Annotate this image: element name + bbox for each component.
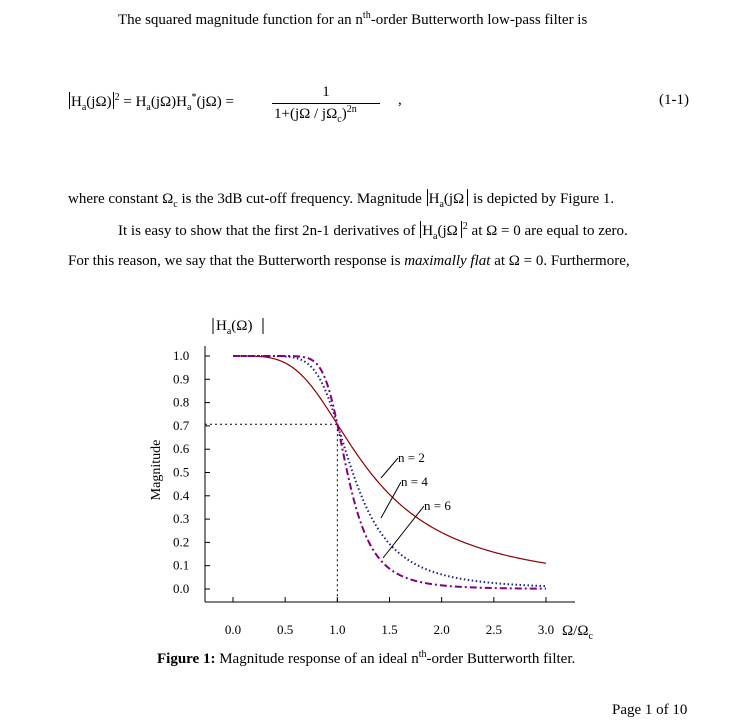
paragraph-1: where constant $\Omega_c$ is the 3dB cut-off frequency. Magnitude $H_a(j\Omega$ is depicted by Figure 1.: [68, 191, 615, 210]
series-n2: [233, 356, 546, 563]
x-tick-label-1.0: 1.0: [329, 622, 346, 637]
equation-numerator: 1: [322, 84, 330, 100]
x-axis-label: $\Omega/\Omega_c$: [562, 623, 593, 642]
y-tick-label-0.7: 0.7: [173, 417, 190, 433]
x-tick-label-1.5: 1.5: [381, 622, 398, 637]
y-tick-label-0.4: 0.4: [173, 487, 190, 503]
series-n4: [233, 356, 546, 586]
equation-number: (1-1): [659, 92, 689, 108]
annotation-leader-3: [383, 506, 424, 558]
y-axis-label: Magnitude: [149, 439, 164, 501]
x-tick-label-0.5: 0.5: [277, 622, 294, 637]
annotation-label-2: n = 4: [401, 474, 428, 489]
figure-caption-label: Figure 1:: [157, 651, 216, 667]
equation-lhs: $H_a(j\Omega) ^2 = H_a(j\Omega)H_a^*(j\Omega)$ =: [71, 92, 234, 113]
y-tick-label-0.2: 0.2: [173, 534, 190, 550]
y-tick-label-0.3: 0.3: [173, 511, 190, 527]
annotation-leader-1: [381, 458, 398, 478]
paragraph-2: It is easy to show that the first 2n-1 derivatives of $H_a(j\Omega$ $^2$ at Ω = 0 are equal to zero.: [118, 221, 628, 242]
x-tick-label-2.5: 2.5: [485, 622, 502, 637]
annotation-label-1: n = 2: [398, 450, 425, 465]
y-tick-label-0.0: 0.0: [173, 581, 190, 596]
y-tick-label-0.9: 0.9: [173, 371, 190, 387]
y-tick-label-0.8: 0.8: [173, 394, 190, 410]
page-number: Page 1 of 10: [612, 702, 688, 718]
annotation-leader-2: [381, 482, 401, 518]
figure-caption: Figure 1: Magnitude response of an ideal $n^{th}$-order Butterworth filter.: [157, 649, 576, 667]
y-tick-label-0.1: 0.1: [173, 557, 190, 573]
x-tick-label-0.0: 0.0: [224, 622, 242, 637]
paragraph-3: For this reason, we say that the Butterworth response is maximally flat at Ω = 0. Furthermore,: [68, 253, 630, 269]
intro-sup: th: [362, 10, 371, 21]
y-tick-label-0.6: 0.6: [173, 441, 190, 457]
equation-denominator: $1+(j\Omega / j\Omega_c)^{2n}$: [274, 104, 357, 125]
equation-comma: ,: [398, 92, 402, 108]
y-tick-label-1.0: 1.0: [173, 348, 190, 363]
intro-text-end: -order Butterworth low-pass filter is: [370, 12, 588, 28]
chart-title: $H_a(\Omega)$: [216, 318, 253, 337]
y-tick-label-0.5: 0.5: [173, 464, 190, 480]
x-tick-label-3.0: 3.0: [537, 622, 555, 637]
annotation-label-3: n = 6: [424, 498, 451, 513]
x-tick-label-2.0: 2.0: [433, 622, 450, 637]
intro-text: The squared magnitude function for an n: [118, 12, 363, 28]
